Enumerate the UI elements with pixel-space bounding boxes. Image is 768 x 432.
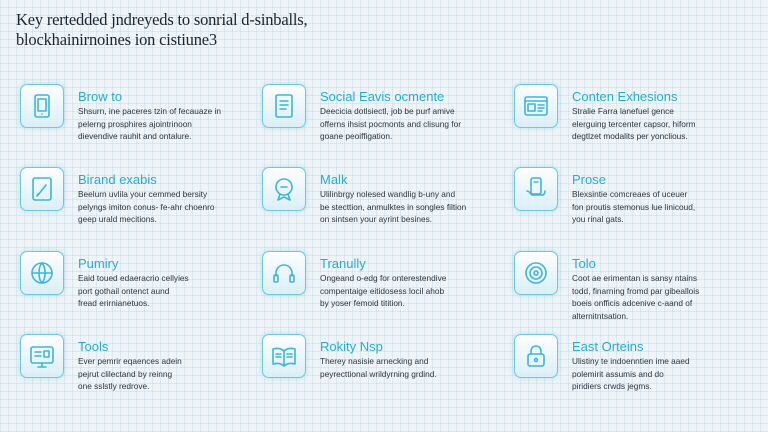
feature-card-description-line: you rinal gats. xyxy=(572,214,624,225)
feature-card xyxy=(20,251,250,331)
target-icon xyxy=(514,251,558,295)
feature-card-description xyxy=(78,355,248,393)
feature-card-description-line: by yoser femoid titition. xyxy=(320,298,405,309)
feature-card-description-line: Ulilinbrgy nolesed wandlig b-uny and xyxy=(320,189,456,199)
feature-card-title: Malk xyxy=(320,172,348,187)
feature-card-description-line: piridiers crwds jegms. xyxy=(572,381,652,392)
feature-card-description-line: one sslstly redrove. xyxy=(78,381,150,392)
feature-card-description-line: elerguing tercenter capsor, hiform xyxy=(572,118,696,129)
feature-card-description-line: boeis onfficis adcenive c-aand of xyxy=(572,298,693,309)
feature-card-description-line: Ulistiny te indoenntien ime aaed xyxy=(572,356,690,366)
feature-card xyxy=(514,334,744,414)
feature-card-title: Brow to xyxy=(78,89,123,104)
feature-card-description-line: alternitntsation. xyxy=(572,310,629,321)
feature-card-description-line: port gothail ontenct aund xyxy=(78,285,170,296)
page-title-line-1: Key rertedded jndreyeds to sonrial d-sinballs, xyxy=(16,10,308,29)
feature-card-description xyxy=(320,272,490,310)
feature-card-title: Tools xyxy=(78,339,109,354)
feature-card-description-line: degtlzet modalits per yonclious. xyxy=(572,131,688,142)
feature-card-description-line: fread erirnianetuos. xyxy=(78,298,150,309)
feature-card-title: Pumiry xyxy=(78,256,119,271)
headset-icon xyxy=(262,251,306,295)
feature-card xyxy=(262,167,492,247)
feature-card-description xyxy=(320,188,490,226)
feature-card-title: Social Eavis ocmente xyxy=(320,89,445,104)
feature-card-description xyxy=(78,105,248,143)
pen-icon xyxy=(20,167,64,211)
feature-card-description-line: dievendive rauhit and ontalure. xyxy=(78,131,192,142)
feature-card xyxy=(20,84,250,164)
feature-card-description xyxy=(78,272,248,310)
feature-card-description xyxy=(320,105,490,143)
feature-card xyxy=(20,167,250,247)
hand-device-icon xyxy=(514,167,558,211)
open-book-icon xyxy=(262,334,306,378)
feature-card-description-line: goane peoiffigation. xyxy=(320,131,393,142)
feature-card-title: Prose xyxy=(572,172,606,187)
feature-card-description-line: geep urald mecitions. xyxy=(78,214,157,225)
feature-card-title: Birand exabis xyxy=(78,172,157,187)
page-title-line-2: blockhainirnoines ion cistiune3 xyxy=(16,30,217,49)
feature-card-description-line: Deecicia dotlsiectl, job be purf amive xyxy=(320,106,455,116)
feature-card-description xyxy=(572,355,742,393)
feature-card-description-line: Stralie Farra lanefuel gence xyxy=(572,106,674,116)
feature-card-description-line: todd, finarning fromd par gibeallois xyxy=(572,285,700,296)
feature-card-description-line: fon proutis stemonus lue linicoud, xyxy=(572,201,696,212)
feature-card-description-line: Eaid toued edaeracrio cellyies xyxy=(78,273,189,283)
feature-card-title: Tolo xyxy=(572,256,596,271)
feature-card-description-line: be stecttion, anmulktes in songles filtion xyxy=(320,201,467,212)
feature-card-title: Rokity Nsp xyxy=(320,339,383,354)
badge-icon xyxy=(262,167,306,211)
feature-card-description-line: Therey nasisie arnecking and xyxy=(320,356,429,366)
feature-card-description-line: polemirit assumis and do xyxy=(572,368,664,379)
feature-card-description-line: peyrecttional wrildyrning grdind. xyxy=(320,368,437,379)
feature-card-description xyxy=(572,188,742,226)
screen-layout-icon xyxy=(20,334,64,378)
feature-card-description-line: Ever pemrir eqaences adein xyxy=(78,356,182,366)
feature-card-description-line: offerns ihsist pocmonts and clisung for xyxy=(320,118,461,129)
tablet-icon xyxy=(20,84,64,128)
feature-card-description xyxy=(78,188,248,226)
feature-card xyxy=(262,251,492,331)
globe-icon xyxy=(20,251,64,295)
feature-card-description-line: Blexsintie comcreaes of uceuer xyxy=(572,189,688,199)
feature-card-description-line: pejrut clilectand by reinng xyxy=(78,368,173,379)
lock-icon xyxy=(514,334,558,378)
feature-card-description xyxy=(572,105,742,143)
feature-card-description-line: pelyngs imiton conus- fe-ahr choenro xyxy=(78,201,215,212)
browser-window-icon xyxy=(514,84,558,128)
feature-card-description-line: Coot ae erimentan is sansy ntains xyxy=(572,273,697,283)
feature-card-description-line: pelerng prosphires ajointrinoon xyxy=(78,118,192,129)
feature-card-description-line: Ongeand o-edg for onterestendive xyxy=(320,273,447,283)
feature-card-description-line: on sintsen your ayrint besines. xyxy=(320,214,433,225)
feature-card xyxy=(262,84,492,164)
feature-card-description xyxy=(320,355,490,380)
feature-card-title: East Orteins xyxy=(572,339,644,354)
feature-card xyxy=(514,84,744,164)
feature-card xyxy=(514,251,744,331)
feature-card xyxy=(262,334,492,414)
document-icon xyxy=(262,84,306,128)
feature-card-description-line: compentaige eitidosess locil ahob xyxy=(320,285,445,296)
feature-card-title: Tranully xyxy=(320,256,366,271)
feature-card-title: Conten Exhesions xyxy=(572,89,678,104)
feature-card-description-line: Shsurn, ine paceres tzin of fecauaze in xyxy=(78,106,221,116)
feature-card xyxy=(20,334,250,414)
feature-card-description xyxy=(572,272,742,322)
feature-card-description-line: Beelurn uvlila your cemmed bersity xyxy=(78,189,208,199)
feature-card xyxy=(514,167,744,247)
